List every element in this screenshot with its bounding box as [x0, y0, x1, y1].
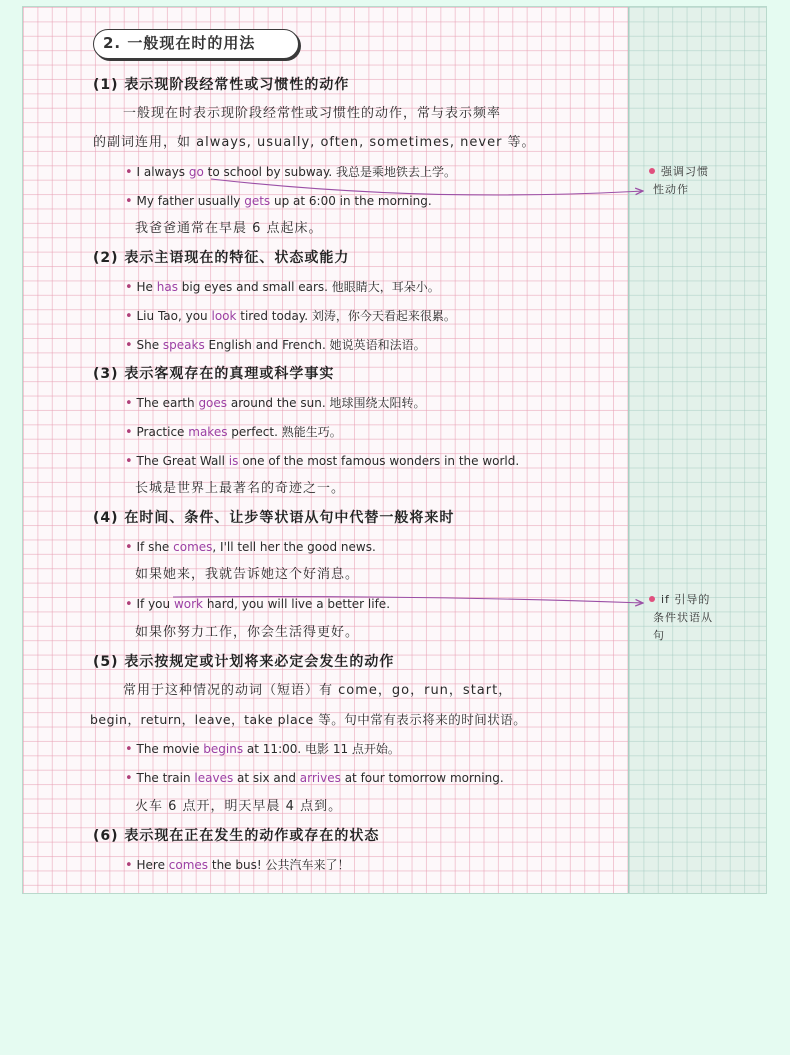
bullet-icon: •	[125, 396, 133, 411]
section-heading-1: (1) 表示现阶段经常性或习惯性的动作	[93, 77, 350, 93]
example-6-1: • Here comes the bus! 公共汽车来了！	[125, 858, 350, 873]
example-1-2: • My father usually gets up at 6:00 in the morning.	[125, 194, 432, 209]
bullet-icon: •	[125, 771, 133, 786]
section-heading-3: (3) 表示客观存在的真理或科学事实	[93, 366, 335, 382]
bullet-icon: •	[125, 597, 133, 612]
section-intro-5-line-2: begin，return，leave，take place 等。句中常有表示将来的时间状语。	[90, 712, 527, 727]
page-title: 2. 一般现在时的用法	[103, 34, 256, 52]
bullet-icon: •	[125, 338, 133, 353]
example-4-2-translation: 如果你努力工作，你会生活得更好。	[135, 625, 360, 640]
example-3-3: • The Great Wall is one of the most famous wonders in the world.	[125, 454, 520, 469]
example-4-2: • If you work hard, you will live a better life.	[125, 597, 391, 612]
example-5-2: • The train leaves at six and arrives at four tomorrow morning.	[125, 771, 504, 786]
example-2-1: • He has big eyes and small ears. 他眼睛大，耳朵小。	[125, 280, 440, 295]
arrow-habit	[211, 179, 643, 195]
example-3-1: • The earth goes around the sun. 地球围绕太阳转。	[125, 396, 426, 411]
bullet-icon: •	[125, 309, 133, 324]
example-5-1: • The movie begins at 11:00. 电影 11 点开始。	[125, 742, 400, 757]
notebook-page	[22, 6, 767, 894]
bullet-icon: •	[125, 540, 133, 555]
example-1-2-translation: 我爸爸通常在早晨 6 点起床。	[135, 221, 323, 236]
bullet-icon: •	[125, 280, 133, 295]
bullet-icon: •	[125, 165, 133, 180]
bullet-icon: •	[125, 858, 133, 873]
example-4-1: • If she comes, I'll tell her the good news.	[125, 540, 376, 555]
section-intro-5-line-1: 常用于这种情况的动词（短语）有 come，go，run，start，	[123, 683, 513, 698]
section-intro-1-line-2: 的副词连用，如 always, usually, often, sometimes, never 等。	[93, 135, 536, 150]
annotation-arrows	[23, 7, 767, 894]
margin-note-if-clause: if 引导的 条件状语从 句	[649, 591, 713, 645]
section-heading-2: (2) 表示主语现在的特征、状态或能力	[93, 250, 350, 266]
example-3-2: • Practice makes perfect. 熟能生巧。	[125, 425, 342, 440]
section-heading-5: (5) 表示按规定或计划将来必定会发生的动作	[93, 654, 395, 670]
section-heading-4: (4) 在时间、条件、让步等状语从句中代替一般将来时	[93, 510, 455, 526]
bullet-icon: •	[125, 194, 133, 209]
arrow-if-clause	[173, 597, 643, 603]
example-5-2-translation: 火车 6 点开，明天早晨 4 点到。	[135, 799, 343, 814]
margin-note-habit: 强调习惯 性动作	[649, 163, 709, 199]
section-intro-1-line-1: 一般现在时表示现阶段经常性或习惯性的动作，常与表示频率	[123, 106, 502, 121]
bullet-icon: •	[125, 454, 133, 469]
example-1-1: • I always go to school by subway. 我总是乘地铁去上学。	[125, 165, 457, 180]
example-4-1-translation: 如果她来，我就告诉她这个好消息。	[135, 567, 360, 582]
bullet-icon: •	[125, 425, 133, 440]
section-heading-6: (6) 表示现在正在发生的动作或存在的状态	[93, 828, 380, 844]
bullet-icon: •	[125, 742, 133, 757]
example-2-3: • She speaks English and French. 她说英语和法语。	[125, 338, 426, 353]
example-2-2: • Liu Tao, you look tired today. 刘涛，你今天看起来很累。	[125, 309, 456, 324]
example-3-3-translation: 长城是世界上最著名的奇迹之一。	[135, 481, 346, 496]
